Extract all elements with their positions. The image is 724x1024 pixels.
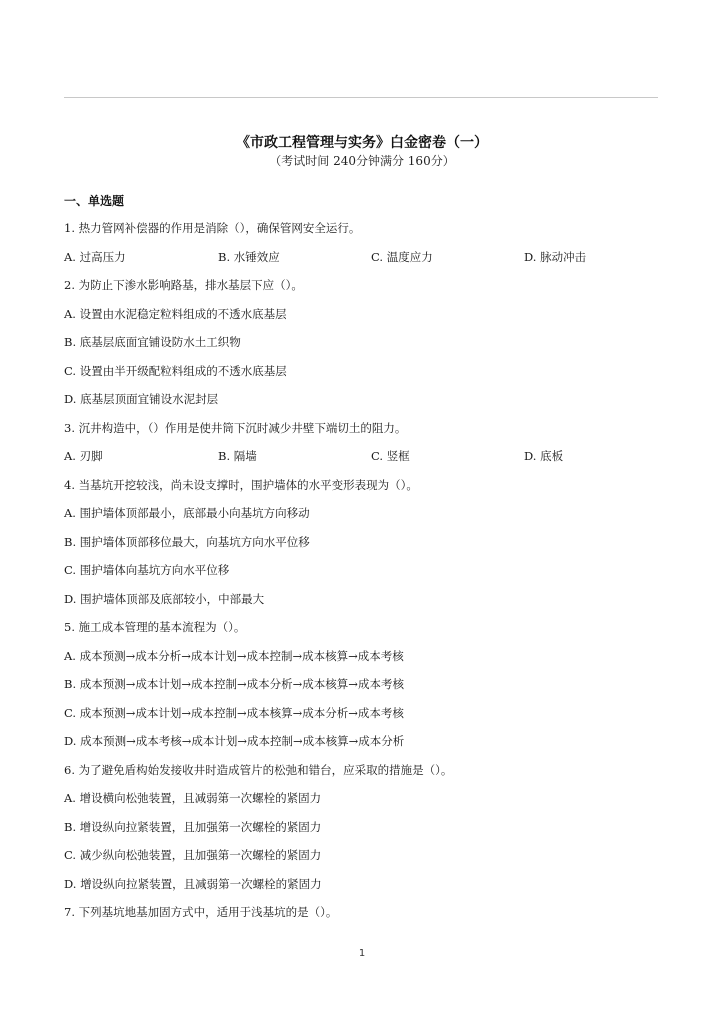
option-c: C. 竖框 [371,449,410,463]
question-list [64,214,664,927]
option-b: B. 成本预测→成本计划→成本控制→成本分析→成本核算→成本考核 [64,677,404,691]
question-stem: 4. 当基坑开挖较浅，尚未设支撑时，围护墙体的水平变形表现为（）。 [64,477,418,492]
option-b: B. 水锤效应 [218,249,280,264]
question-stem: 3. 沉井构造中，（）作用是使井筒下沉时减少井壁下端切土的阻力。 [64,420,407,435]
option-a: A. 设置由水泥稳定粒料组成的不透水底基层 [64,306,287,321]
option-b: B. 围护墙体顶部移位最大，向基坑方向水平位移 [64,534,310,549]
option-a: A. 增设横向松弛装置，且减弱第一次螺栓的紧固力 [64,791,322,805]
section-heading: 一、单选题 [64,194,125,208]
question-stem: 1. 热力管网补偿器的作用是消除（），确保管网安全运行。 [64,221,361,235]
option-c: C. 围护墙体向基坑方向水平位移 [64,563,230,577]
option-b: B. 底基层底面宜铺设防水土工织物 [64,335,241,349]
option-row [64,442,664,471]
option-b: B. 增设纵向拉紧装置，且加强第一次螺栓的紧固力 [64,819,322,834]
paper-title: 《市政工程管理与实务》白金密卷（一） [236,135,488,151]
option-c: C. 成本预测→成本计划→成本控制→成本核算→成本分析→成本考核 [64,705,404,720]
option-a: A. 刃脚 [64,449,103,463]
option-d: D. 成本预测→成本考核→成本计划→成本控制→成本核算→成本分析 [64,734,405,748]
option-d: D. 围护墙体顶部及底部较小，中部最大 [64,591,265,606]
option-c: C. 减少纵向松弛装置，且加强第一次螺栓的紧固力 [64,848,322,862]
question-stem: 7. 下列基坑地基加固方式中，适用于浅基坑的是（）。 [64,905,338,919]
option-a: A. 成本预测→成本分析→成本计划→成本控制→成本核算→成本考核 [64,648,404,663]
option-d: D. 底基层顶面宜铺设水泥封层 [64,392,219,406]
option-row [64,243,664,272]
option-a: A. 围护墙体顶部最小，底部最小向基坑方向移动 [64,506,310,520]
option-c: C. 温度应力 [371,249,433,264]
paper-subtitle: （考试时间 240分钟满分 160分） [269,154,455,168]
question-stem: 2. 为防止下渗水影响路基，排水基层下应（）。 [64,278,303,292]
option-b: B. 隔墙 [218,449,257,463]
question-stem: 5. 施工成本管理的基本流程为（）。 [64,620,246,634]
option-a: A. 过高压力 [64,249,126,264]
option-d: D. 增设纵向拉紧装置，且减弱第一次螺栓的紧固力 [64,876,322,891]
option-d: D. 底板 [524,449,564,463]
option-c: C. 设置由半开级配粒料组成的不透水底基层 [64,363,287,378]
option-d: D. 脉动冲击 [524,249,587,264]
header-rule [64,97,658,98]
question-stem: 6. 为了避免盾构始发接收井时造成管片的松弛和错台，应采取的措施是（）。 [64,762,453,777]
page-number: 1 [358,948,366,959]
